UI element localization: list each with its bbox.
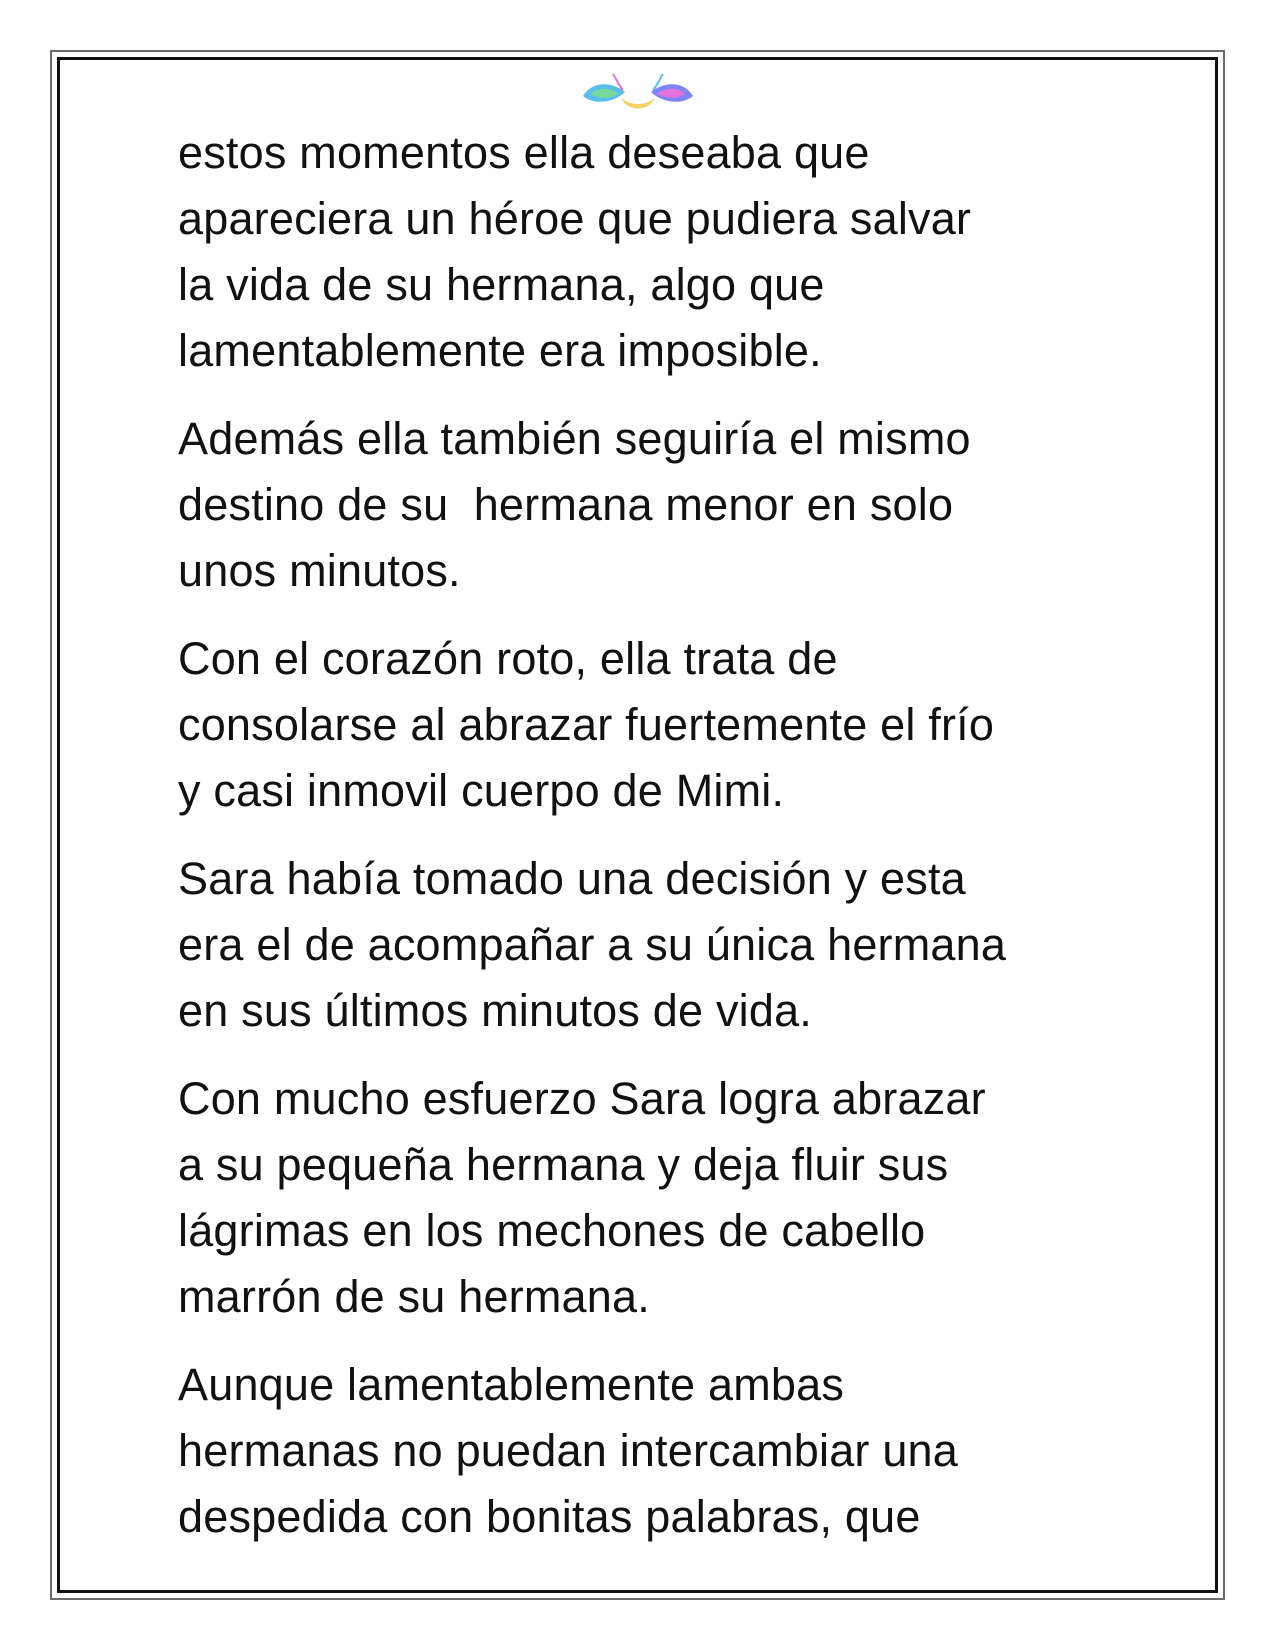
text-line: Además ella también seguiría el mismo xyxy=(178,413,971,464)
text-line: marrón de su hermana. xyxy=(178,1271,650,1322)
text-line: Aunque lamentablemente ambas xyxy=(178,1359,845,1410)
text-line: y casi inmovil cuerpo de Mimi. xyxy=(178,765,785,816)
text-line: consolarse al abrazar fuertemente el frío xyxy=(178,699,995,750)
text-line: unos minutos. xyxy=(178,545,461,596)
text-line: a su pequeña hermana y deja fluir sus xyxy=(178,1139,949,1190)
paragraph-6 xyxy=(178,1352,1098,1550)
paragraph-2 xyxy=(178,406,1098,604)
text-line: destino de su hermana menor en solo xyxy=(178,479,954,530)
text-line: la vida de su hermana, algo que xyxy=(178,259,825,310)
text-line: lamentablemente era imposible. xyxy=(178,325,822,376)
paragraph-1 xyxy=(178,120,1098,384)
paragraph-5 xyxy=(178,1066,1098,1330)
text-line: lágrimas en los mechones de cabello xyxy=(178,1205,926,1256)
text-line: Sara había tomado una decisión y esta xyxy=(178,853,966,904)
text-line: estos momentos ella deseaba que xyxy=(178,127,870,178)
text-line: en sus últimos minutos de vida. xyxy=(178,985,813,1036)
paragraph-3 xyxy=(178,626,1098,824)
text-line: despedida con bonitas palabras, que xyxy=(178,1491,921,1542)
story-text xyxy=(178,120,1098,1572)
text-line: era el de acompañar a su única hermana xyxy=(178,919,1007,970)
text-line: Con mucho esfuerzo Sara logra abrazar xyxy=(178,1073,986,1124)
text-line: hermanas no puedan intercambiar una xyxy=(178,1425,958,1476)
text-line: apareciera un héroe que pudiera salvar xyxy=(178,193,972,244)
paragraph-4 xyxy=(178,846,1098,1044)
butterfly-ornament-icon xyxy=(573,68,703,118)
text-line: Con el corazón roto, ella trata de xyxy=(178,633,838,684)
